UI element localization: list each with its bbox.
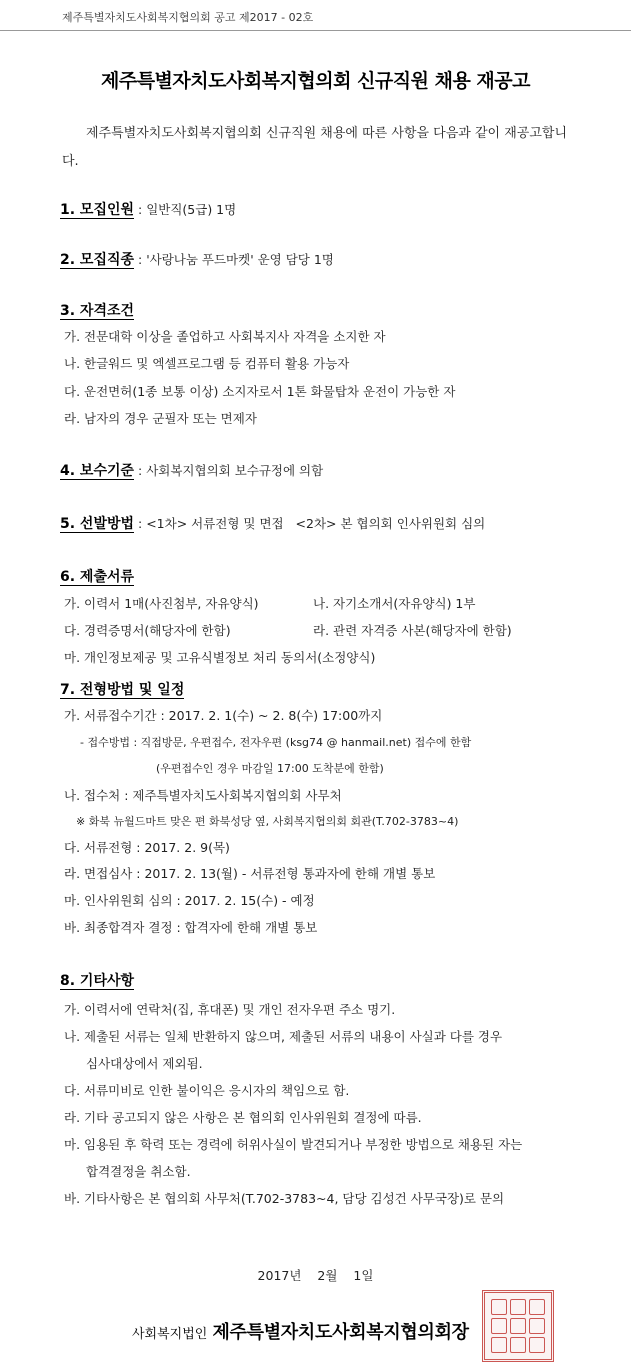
section-selection-method — [60, 513, 485, 533]
section-value: : 사회복지협의회 보수규정에 의함 — [134, 463, 324, 478]
section-recruit-count — [60, 199, 236, 219]
notice-number: 제주특별자치도사회복지협의회 공고 제2017 - 02호 — [62, 11, 314, 24]
section-misc — [60, 970, 134, 990]
list-item: 다. 경력증명서(해당자에 한함) — [64, 623, 231, 638]
section-label: 6. 제출서류 — [60, 569, 135, 585]
list-item: 나. 접수처 : 제주특별자치도사회복지협의회 사무처 — [64, 788, 342, 803]
list-item: 다. 운전면허(1종 보통 이상) 소지자로서 1톤 화물탑차 운전이 가능한 자 — [64, 384, 456, 399]
list-item: 마. 임용된 후 학력 또는 경력에 허위사실이 발견되거나 부정한 방법으로 채용된 자는 — [64, 1137, 523, 1152]
section-label: 4. 보수기준 — [60, 463, 135, 479]
list-item: 라. 관련 자격증 사본(해당자에 한함) — [313, 623, 512, 638]
section-label: 5. 선발방법 — [60, 516, 135, 532]
list-item: 가. 서류접수기간 : 2017. 2. 1(수) ~ 2. 8(수) 17:00까지 — [64, 708, 383, 723]
list-item: 합격결정을 취소함. — [86, 1164, 191, 1179]
list-item: 가. 이력서에 연락처(집, 휴대폰) 및 개인 전자우편 주소 명기. — [64, 1002, 396, 1017]
list-item: 마. 개인정보제공 및 고유식별정보 처리 동의서(소정양식) — [64, 650, 376, 665]
section-schedule — [60, 679, 184, 699]
list-item: - 접수방법 : 직접방문, 우편접수, 전자우편 (ksg74 @ hanmail.net) 접수에 한함 — [80, 736, 472, 749]
list-item: 나. 제출된 서류는 일체 반환하지 않으며, 제출된 서류의 내용이 사실과 다를 경우 — [64, 1029, 503, 1044]
section-label: 8. 기타사항 — [60, 973, 135, 989]
list-item: 라. 남자의 경우 군필자 또는 면제자 — [64, 411, 257, 426]
section-label: 7. 전형방법 및 일정 — [60, 682, 185, 698]
list-item: 심사대상에서 제외됨. — [86, 1056, 203, 1071]
list-item: 가. 전문대학 이상을 졸업하고 사회복지사 자격을 소지한 자 — [64, 329, 386, 344]
section-job-type — [60, 249, 334, 269]
section-value: : '사랑나눔 푸드마켓' 운영 담당 1명 — [134, 252, 334, 267]
list-item: 마. 인사위원회 심의 : 2017. 2. 15(수) - 예정 — [64, 893, 315, 908]
list-item: 바. 기타사항은 본 협의회 사무처(T.702-3783~4, 담당 김성건 사무국장)로 문의 — [64, 1191, 505, 1206]
section-documents — [60, 566, 134, 586]
section-label: 2. 모집직종 — [60, 252, 135, 268]
section-qualifications — [60, 300, 134, 320]
list-item: ※ 화북 뉴월드마트 맞은 편 화북성당 옆, 사회복지협의회 회관(T.702-3783~4) — [76, 815, 459, 828]
header-divider — [0, 30, 631, 31]
list-item: 가. 이력서 1매(사진첨부, 자유양식) — [64, 596, 259, 611]
list-item: 라. 면접심사 : 2017. 2. 13(월) - 서류전형 통과자에 한해 개별 통보 — [64, 866, 436, 881]
signatory — [132, 1318, 469, 1344]
intro-paragraph: 제주특별자치도사회복지협의회 신규직원 채용에 따른 사항을 다음과 같이 재공고합니다. — [62, 126, 568, 169]
section-label: 3. 자격조건 — [60, 303, 135, 319]
official-seal-icon — [482, 1290, 554, 1362]
section-salary — [60, 460, 323, 480]
issue-date: 2017년 2월 1일 — [257, 1268, 374, 1283]
list-item: 다. 서류미비로 인한 불이익은 응시자의 책임으로 함. — [64, 1083, 350, 1098]
org-prefix: 사회복지법인 — [132, 1327, 208, 1342]
org-name: 제주특별자치도사회복지협의회장 — [212, 1322, 469, 1343]
section-value: : <1차> 서류전형 및 면접 <2차> 본 협의회 인사위원회 심의 — [134, 516, 486, 531]
list-item: 나. 한글워드 및 엑셀프로그램 등 컴퓨터 활용 가능자 — [64, 356, 350, 371]
list-item: 나. 자기소개서(자유양식) 1부 — [313, 596, 476, 611]
list-item: 바. 최종합격자 결정 : 합격자에 한해 개별 통보 — [64, 920, 318, 935]
document-title: 제주특별자치도사회복지협의회 신규직원 채용 재공고 — [101, 70, 530, 92]
section-label: 1. 모집인원 — [60, 202, 135, 218]
section-value: : 일반직(5급) 1명 — [134, 202, 237, 217]
list-item: 라. 기타 공고되지 않은 사항은 본 협의회 인사위원회 결정에 따름. — [64, 1110, 422, 1125]
list-item: (우편접수인 경우 마감일 17:00 도착분에 한함) — [156, 762, 384, 775]
list-item: 다. 서류전형 : 2017. 2. 9(목) — [64, 840, 230, 855]
